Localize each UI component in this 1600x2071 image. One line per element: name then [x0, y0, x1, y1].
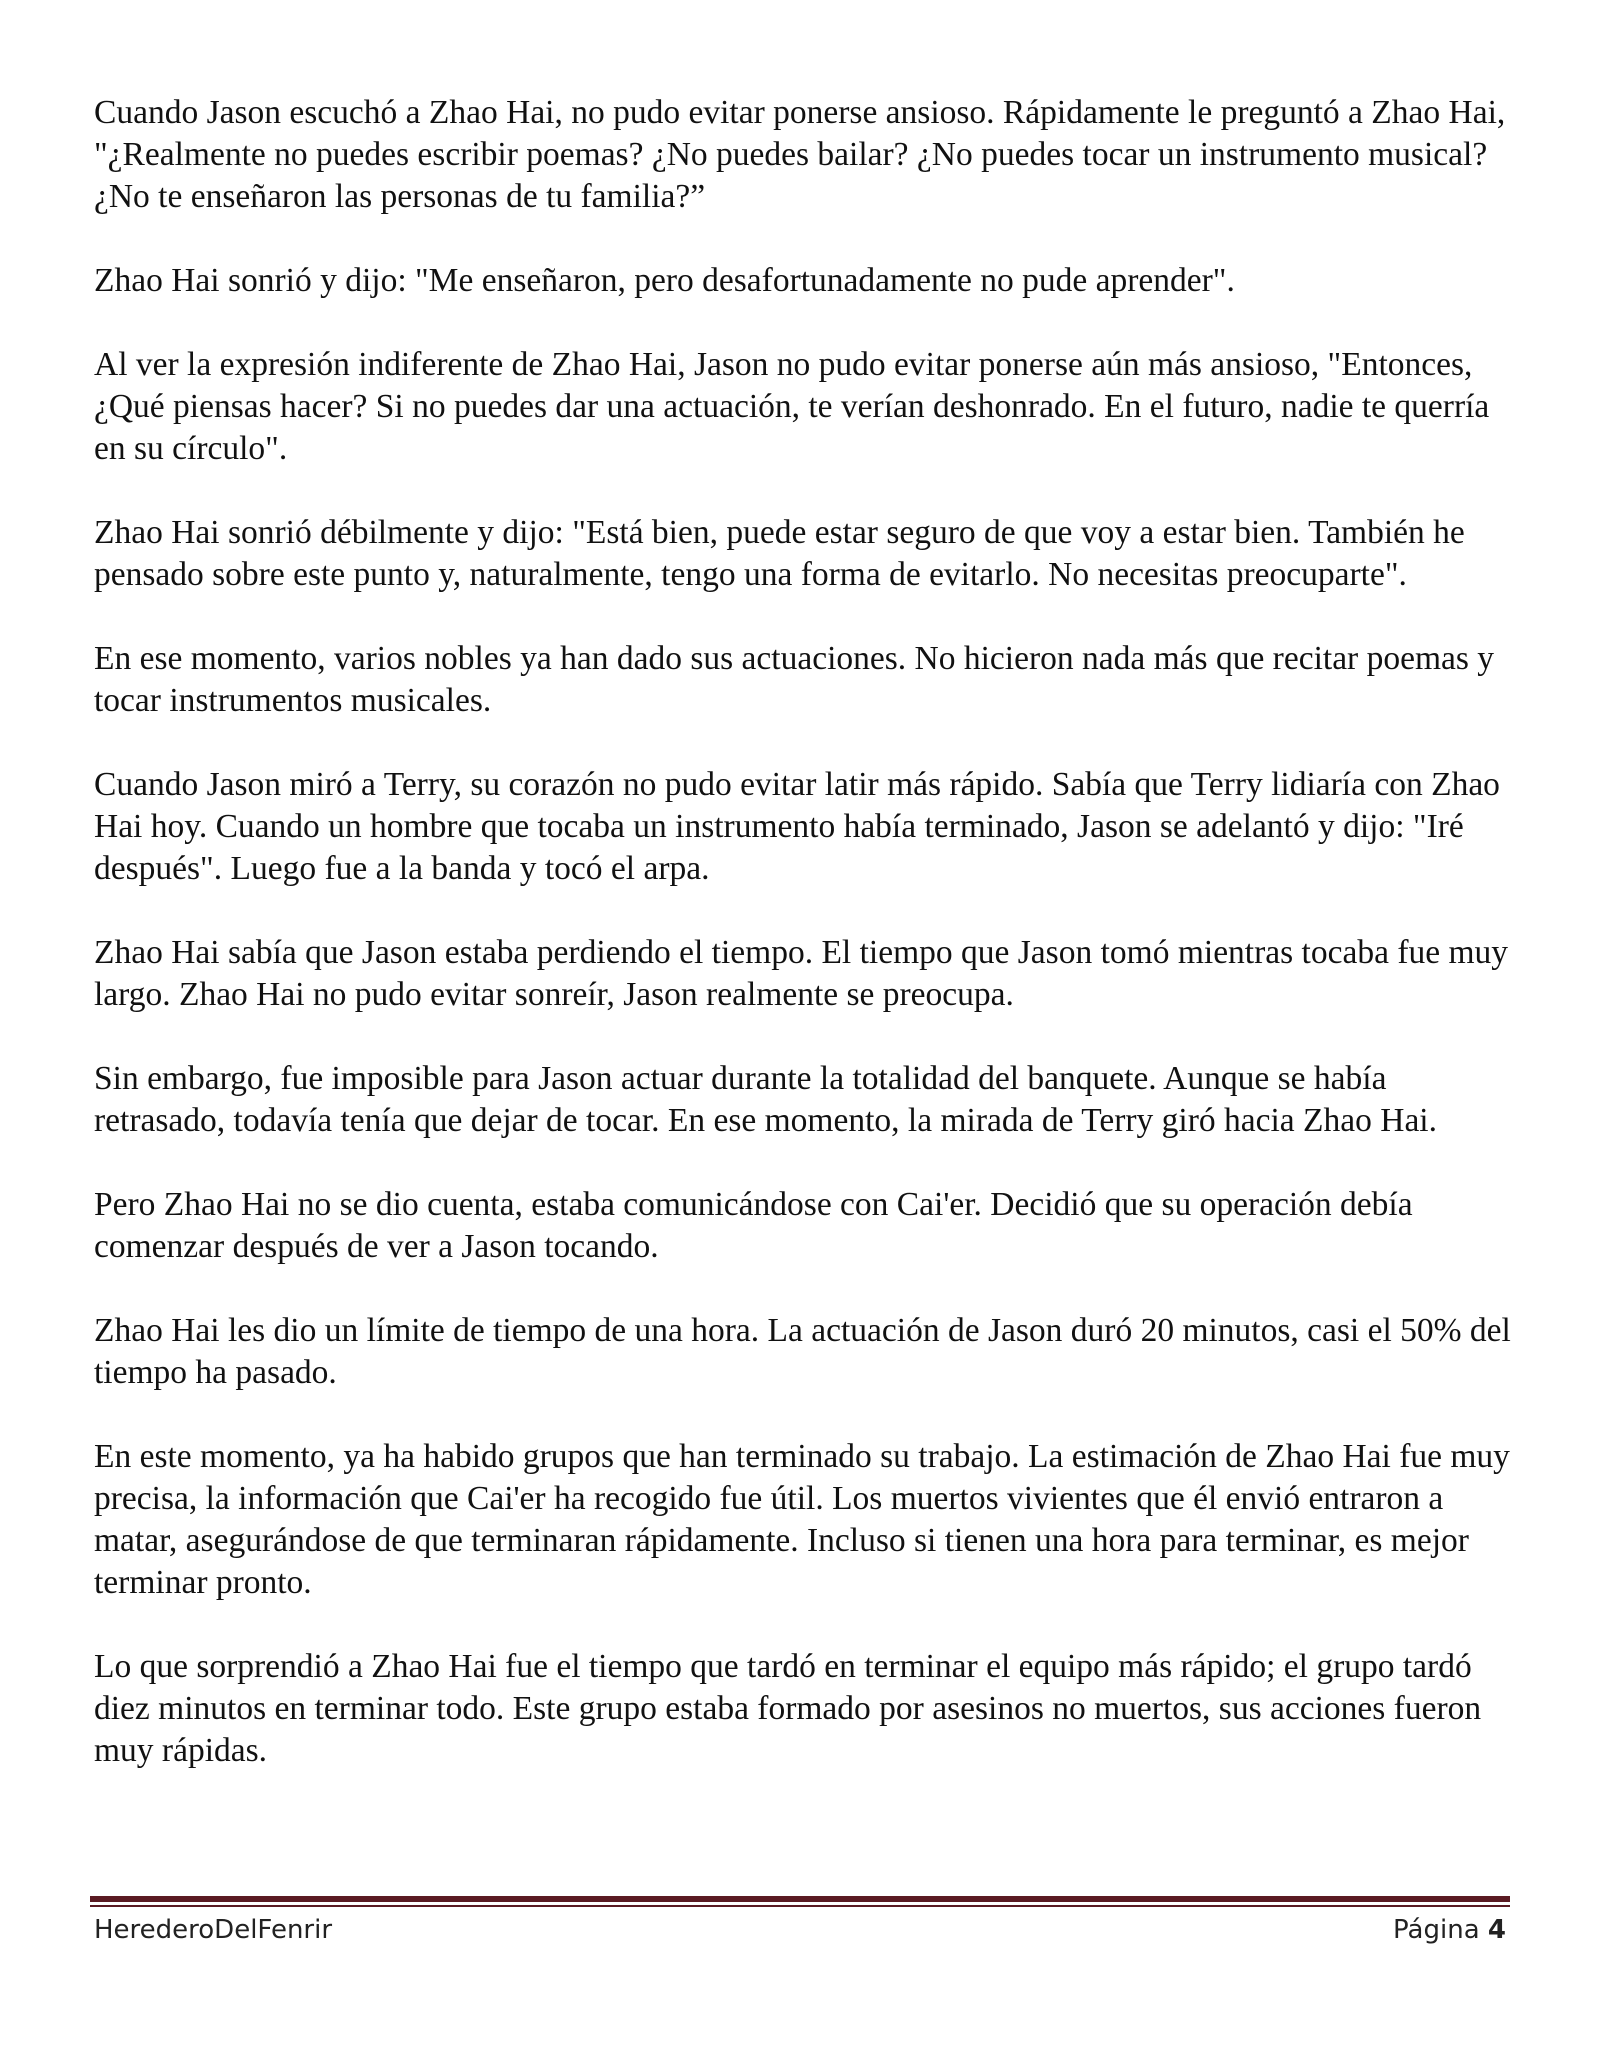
- paragraph: Cuando Jason escuchó a Zhao Hai, no pudo evitar ponerse ansioso. Rápidamente le preguntó a Zhao Hai, "¿Realmente no puedes escribir poemas? ¿No puedes bailar? ¿No puedes tocar un instrumento musical? ¿No te enseñaron las personas de tu familia?”: [94, 94, 1506, 215]
- footer-rule-thin: [90, 1905, 1510, 1907]
- paragraph: En este momento, ya ha habido grupos que han terminado su trabajo. La estimación de Zhao Hai fue muy precisa, la información que Cai'er ha recogido fue útil. Los muertos vivientes que él envió entraron a matar, asegurándose de que terminaran rápidamente. Incluso si tienen una hora para terminar, es mejor terminar pronto.: [94, 1438, 1510, 1601]
- footer-author: HerederoDelFenrir: [94, 1915, 333, 1945]
- paragraph: Lo que sorprendió a Zhao Hai fue el tiempo que tardó en terminar el equipo más rápido; el grupo tardó diez minutos en terminar todo. Este grupo estaba formado por asesinos no muertos, sus acciones fueron muy rápidas.: [94, 1648, 1482, 1769]
- footer-rule: [90, 1896, 1510, 1907]
- paragraph: Pero Zhao Hai no se dio cuenta, estaba comunicándose con Cai'er. Decidió que su operación debía comenzar después de ver a Jason tocando.: [94, 1186, 1413, 1265]
- paragraph: En ese momento, varios nobles ya han dado sus actuaciones. No hicieron nada más que recitar poemas y tocar instrumentos musicales.: [94, 640, 1495, 719]
- paragraph: Al ver la expresión indiferente de Zhao Hai, Jason no pudo evitar ponerse aún más ansioso, "Entonces, ¿Qué piensas hacer? Si no puedes dar una actuación, te verían deshonrado. En el futuro, nadie te querría en su círculo".: [94, 346, 1490, 467]
- body-text: [94, 92, 1514, 1814]
- paragraph: Zhao Hai sonrió débilmente y dijo: "Está bien, puede estar seguro de que voy a estar bien. También he pensado sobre este punto y, naturalmente, tengo una forma de evitarlo. No necesitas preocuparte".: [94, 514, 1465, 593]
- page-number: 4: [1487, 1915, 1506, 1945]
- paragraph: Cuando Jason miró a Terry, su corazón no pudo evitar latir más rápido. Sabía que Terry lidiaría con Zhao Hai hoy. Cuando un hombre que tocaba un instrumento había terminado, Jason se adelantó y dijo: "Iré después". Luego fue a la banda y tocó el arpa.: [94, 766, 1500, 887]
- paragraph: Zhao Hai les dio un límite de tiempo de una hora. La actuación de Jason duró 20 minutos, casi el 50% del tiempo ha pasado.: [94, 1312, 1511, 1391]
- paragraph: Zhao Hai sonrió y dijo: "Me enseñaron, pero desafortunadamente no pude aprender".: [94, 262, 1235, 299]
- footer-page: [1393, 1912, 1506, 1948]
- page-label: Página: [1393, 1915, 1480, 1945]
- paragraph: Zhao Hai sabía que Jason estaba perdiendo el tiempo. El tiempo que Jason tomó mientras tocaba fue muy largo. Zhao Hai no pudo evitar sonreír, Jason realmente se preocupa.: [94, 934, 1509, 1013]
- paragraph: Sin embargo, fue imposible para Jason actuar durante la totalidad del banquete. Aunque se había retrasado, todavía tenía que dejar de tocar. En ese momento, la mirada de Terry giró hacia Zhao Hai.: [94, 1060, 1437, 1139]
